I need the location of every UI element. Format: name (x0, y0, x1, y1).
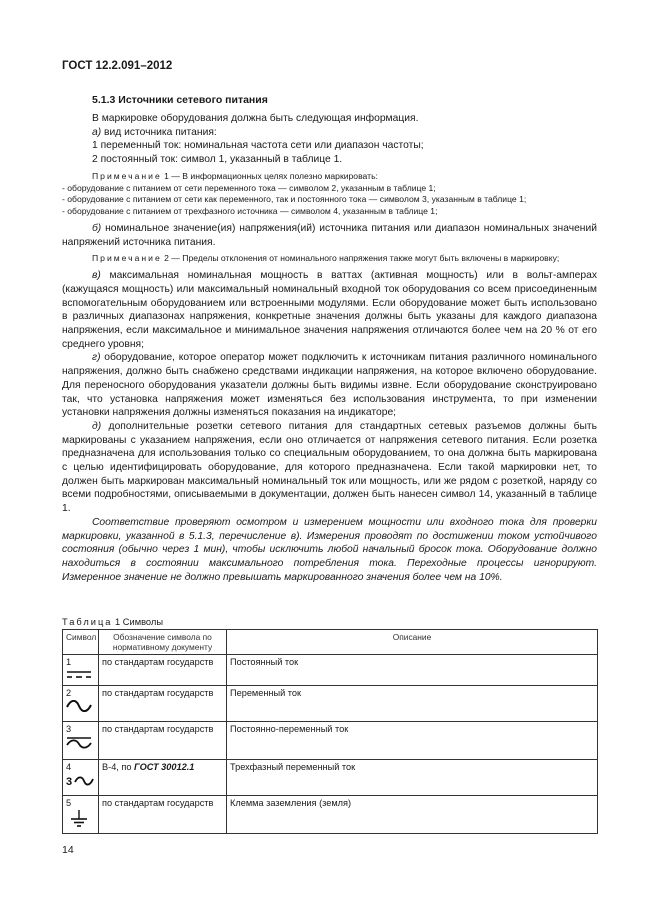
note-1-line-2: - оборудование с питанием от сети как переменного, так и постоянного тока — символом 3, указанным в таблице 1; (62, 194, 527, 205)
symbol-number: 1 (66, 657, 72, 667)
note-1-text: 1 — В информационных целях полезно маркировать: (161, 170, 378, 181)
reference-cell: по стандартам государств (99, 686, 227, 722)
item-a-text: вид источника питания: (101, 126, 217, 138)
item-g-text: оборудование, которое оператор может подключить к источникам питания различного номинального напряжения, должно быть снабжено средствами индикации напряжения, на которое включено оборудование. Для переносного оборудования указатели должны быть видимы извне. Если оборудование сконструировано так, что установка напряжения может изменяться без использования инструмента, то при изменении установки напряжения должны изменяться показания на индикаторе; (62, 352, 597, 419)
reference-prefix: В-4, по (102, 762, 135, 772)
description-cell: Клемма заземления (земля) (227, 796, 598, 834)
description-cell: Постоянный ток (227, 655, 598, 686)
symbol-cell (63, 686, 99, 722)
symbol-cell (63, 796, 99, 834)
symbol-number: 4 (66, 762, 72, 772)
item-a2: 2 постоянный ток: символ 1, указанный в таблице 1. (92, 154, 343, 166)
symbols-table (62, 629, 598, 834)
item-v-text: максимальная номинальная мощность в ваттах (активная мощность) или в вольт-амперах (кажущаяся мощность) или максимальный номинальный входной ток оборудования со всем присоединенным вспомогательным оборудованием или встроенными модулями. Если оборудование может быть использовано в различных диапазонах напряжения, конкретные значения должны быть указаны для каждого диапазона напряжения, если максимальное и минимальное значения напряжения отличаются более чем на 20 % от его среднего уровня; (62, 270, 597, 350)
item-g (62, 351, 597, 420)
intro-paragraph: В маркировке оборудования должна быть следующая информация. (92, 113, 419, 124)
table-header-row (63, 630, 598, 655)
item-a1: 1 переменный ток: номинальная частота сети или диапазон частоты; (92, 140, 424, 152)
symbol-number: 2 (66, 688, 72, 698)
description-cell: Переменный ток (227, 686, 598, 722)
reference-standard: ГОСТ 30012.1 (134, 762, 195, 772)
table-caption-text: 1 Символы (112, 617, 163, 627)
reference-cell: по стандартам государств (99, 722, 227, 760)
table-row (63, 686, 598, 722)
table-caption-label: Таблица (62, 617, 113, 627)
header-symbol: Символ (63, 630, 99, 655)
item-a (62, 126, 597, 140)
ground-terminal-icon (66, 810, 92, 828)
three-phase-digit: 3 (66, 776, 73, 787)
item-g-label: г) (92, 352, 101, 364)
header-reference: Обозначение символа по нормативному документу (99, 630, 227, 655)
note-1-line-3: - оборудование с питанием от трехфазного источника — символом 4, указанным в таблице 1; (62, 206, 438, 217)
item-b (62, 222, 597, 249)
alternating-current-icon (66, 700, 92, 712)
table-row (63, 796, 598, 834)
note-1-label: Примечание (92, 170, 162, 181)
reference-cell (99, 760, 227, 796)
header-description: Описание (227, 630, 598, 655)
item-d-text: дополнительные розетки сетевого питания для стандартных сетевых разъемов должны быть маркированы с указанием напряжения, если оно отличается от напряжения сетевого питания. Если розетка предназначена для использования только со специальным оборудованием, то она должна быть маркирована с целью идентифицировать оборудование, для которого предназначена. Если такой маркировки нет, то должен быть маркирован максимальный номинальный ток или мощность, или же рядом с розеткой, наряду со всеми подробностями, описываемыми в документации, должен быть нанесен символ 14, указанный в таблице 1. (62, 420, 597, 515)
note-1 (62, 171, 597, 183)
table-caption (62, 617, 163, 627)
direct-current-icon (66, 669, 92, 679)
note-2 (62, 253, 597, 265)
symbol-number: 3 (66, 724, 72, 734)
symbol-cell (63, 760, 99, 796)
section-title: 5.1.3 Источники сетевого питания (92, 94, 268, 106)
compliance-paragraph: Соответствие проверяют осмотром и измерением мощности или входного тока для проверки маркировки, указанной в 5.1.3, перечисление в). Измерения проводят по достижении током устойчивого состояния (обычно через 1 мин), чтобы исключить любой начальный бросок тока. Оборудование должно находиться в состоянии максимального потребления тока. Переходные процессы игнорируют. Измеренное значение не должно превышать маркированного значения более чем на 10%. (62, 516, 597, 583)
document-body (62, 112, 597, 584)
note-2-label: Примечание (92, 253, 162, 264)
symbol-cell (63, 655, 99, 686)
document-id: ГОСТ 12.2.091–2012 (62, 60, 173, 72)
table-row (63, 722, 598, 760)
item-v (62, 269, 597, 351)
table-row (63, 760, 598, 796)
symbol-number: 5 (66, 798, 72, 808)
reference-cell: по стандартам государств (99, 796, 227, 834)
description-cell: Постоянно-переменный ток (227, 722, 598, 760)
three-phase-current-icon (66, 774, 94, 787)
symbol-cell (63, 722, 99, 760)
table-row (63, 655, 598, 686)
item-d (62, 420, 597, 516)
description-cell: Трехфазный переменный ток (227, 760, 598, 796)
item-b-label: б) (92, 223, 102, 234)
page-number: 14 (62, 844, 74, 856)
note-2-text: 2 — Пределы отклонения от номинального напряжения также могут быть включены в маркировку; (161, 253, 560, 264)
item-d-label: д) (92, 420, 102, 432)
item-a-label: а) (92, 126, 102, 138)
note-1-line-1: - оборудование с питанием от сети переменного тока — символом 2, указанным в таблице 1; (62, 182, 436, 193)
item-b-text: номинальное значение(ия) напряжения(ий) источника питания или диапазон номинальных значений напряжений источника питания. (62, 223, 597, 248)
ac-dc-current-icon (66, 736, 92, 750)
item-v-label: в) (92, 270, 101, 282)
reference-cell: по стандартам государств (99, 655, 227, 686)
